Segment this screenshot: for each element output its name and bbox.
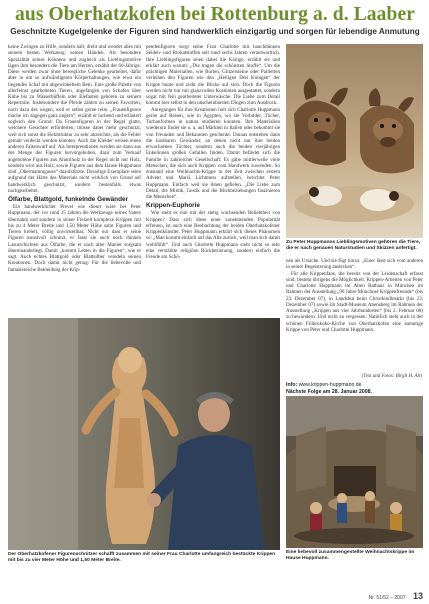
photo-caption: Der Oberhatzkofener Figurenschnitzer schafft zusammen mit seiner Frau Charlotte umfangreich bestückte Krippen mit bis zu vier Meter Höhe und 1,50 Meter Breite. xyxy=(8,552,276,564)
paragraph: nen als Ursache. Und sie fügt hinzu: „Einer lässt sich vom anderen in seiner Begeisterung anstecken“. xyxy=(286,258,423,271)
page-number: 13 xyxy=(412,591,423,601)
paragraph: Für alle Krippenfans, die bereits von der Leidenschaft erfasst sind, besteht übrigens die Möglichkeit, Krippen-Arbeiten von Peter und Charlotte Huppmann im Alten Rathaus in München im Rahmen der Ausstellung „90 Jahre Münchner Krippenfreunde“ (bis 23. Dezember 07), in Landshut beim Christkindlmarkt (bis 23. Dezember 07) sowie im Stadt-Museum Abensberg im Rahmen der Ausstellung „Krippen aus vier Jahrhunderten“ (bis 2. Februar 08) zu bewundern. Und nicht zu vergessen: Natürlich steht auch in der schönen Frührokoko-Kirche von Oberhatzkofen eine anmutige Krippe von Peter und Charlotte Huppmann. xyxy=(286,270,423,333)
animal-figures-photo xyxy=(286,44,423,238)
section-heading: Krippen-Euphorie xyxy=(146,201,200,209)
animal-figures-illustration xyxy=(286,44,423,238)
woodcarver-photo xyxy=(8,318,280,550)
paragraph: pendenfiguren sorgt seine Frau Charlotte mit hauchdünnen Seiden- und Brokatstoffen seit rund sechs Jahren verantwortlich. Ihre Lieblingsfiguren seien dabei die Könige, erzählt sie und erklärt auch warum: „Die tragen die schönsten Stoffe“. Um die prächtigen Materialien, wie Borten, Glitzersteine oder Pailletten verleihen den Figuren wie den „Heiligen Drei Königen“ der Krippe bunte und zieht die Blicke auf sich. Doch die Figuren werden nicht nur mit glanzvollen Kostümen ausgestattet, sondern sogar mit fein gearbeiteter Unterwäsche. Die Liebe zum Detail kommt hier selbst in den unscheinbarsten Dingen zum Ausdruck. xyxy=(146,44,280,107)
info-label: Info: xyxy=(286,382,298,388)
page-footer xyxy=(369,586,423,604)
article-subtitle: Geschnitzte Kugelgelenke der Figuren sind handwerklich einzigartig und sorgen für lebendige Anmutung xyxy=(10,27,420,36)
paragraph: keine Zwingen zu Hilfe, sondern hält, dreht und wendet alles mit seinem besten Werkzeug: seinen Händen. Als besondere Spezialität seines Könnens und zugleich als Lieblingsmotive lägen ihm besonders die Tiere am Herzen, erzählt der 60-Jährige. Diese werden zwar ohne bewegliche Gelenke gearbeitet, dafür aber in um so aufwändigeren Körperhaltungen, wie etwa ein liegendes Schaf mit abgewinkeltem Bein. Eine große Palette von allerfeinst gearbeiteten Tieren, angefangen von Schafen über Kühe bis zu Wasserbüffeln oder Elefanten gehören zu seinem Repertoire. Insbesondere die Pferde zählen zu seinen Favoriten, noch dazu des wegen, weil er selbst gerne reite. „Frauenfiguren mache ich dagegen ganz ungern“, erzählt er lachend und erläutert sogleich den Grund: Da Frauenfiguren in der Regel glatte, weichere Gesichter erforderten, müsse dabei mehr geschnitzt, weil sich sonst die Holzstruktur zu sehr abzeichne, als die Fehler gemalt verdeckt werden könnten. Auch die Kleider weisen einen anderen Faltenwurf auf. Als Interpretationen werden sie dann aus der Menge der Figuren hervorgehoben, dazu zum Verkauf angebotene Figuren aus Ahornholz in der Regel nicht nur Holz, sondern wird aus Holz, sowie Figuren aus dem Hause Huppmann sind „Obermammgause“ dazufstürzte. Derartige Exemplare seien aufgrund der Härte des Materials nicht wirklich von Grund auf handwerklich geschnitzt, sondern bestenfalls etwas nachgearbeitet. xyxy=(8,44,141,194)
nativity-illustration xyxy=(286,396,423,548)
paragraph: Ein handwerklicher Prevel wie dieser wäre bei Peter Huppmann, der vor rund 25 Jahren die Werkzeuge seines Vaters übernahm und sondern in seiner Freizeit komplexe Krippen mit bis zu 4 Meter Breite und 1,50 Meter Höhe samt Figuren und Tieren kreiert, völlig unvorstellbar. Nicht nur dass er seine Figuren kunstvoll schnitzt, er fasst sie auch noch dünnen Lasurschichten aus Ölfarbe, die er nach alter Manier sorgsam übereinanderlegt. Damit „kommt Leben in die Figuren“, wie er sagt. Auch echtes Blattgold oder Blattsilber veredeln seinen Kreationen. Doch damit nicht genug: Für die liebevolle und fantasiereiche Bekleidung der Krip- xyxy=(8,204,141,273)
section-heading: Ölfarbe, Blattgold, funkelnde Gewänder xyxy=(8,195,129,203)
woodcarver-illustration xyxy=(8,318,280,550)
info-box xyxy=(286,382,423,395)
text-column-3 xyxy=(286,258,423,374)
next-episode-note: Nächste Folge am 28. Januar 2008. xyxy=(286,388,372,395)
issue-number: Nr. 51/52 – 2007 xyxy=(368,595,406,601)
photo-caption: Zu Peter Huppmanns Lieblingsmotiven gehören die Tiere, die er nach genauen Naturstudien und Skizzen anfertigt. xyxy=(286,240,421,252)
photo-credit: (Text und Fotos: Birgit H. Alt) xyxy=(361,374,422,379)
paragraph: Anregungen für ihre Kreationen holt sich Charlotte Huppmann gerne auf Reisen, wie in Ägypten, wo sie Vorbilder, Tücher, Turbanformen in natura studieren konnten. Ihre Materialien wiederum findet sie u. a. auf Märkten in Italien oder bekommt sie von Freunden und Bekannten geschenkt. Daraus entstehen dann die kostbaren Gewänder, an denen nicht nur ihre beiden erwachsenen Töchter, sondern auch die beiden vierjährigen Enkelinnen großen Gefallen finden. Damit befindet sich die Familie in zahlreicher Gesellschaft: Es gäbe mittlerweile viele Menschen, die sich auch Krippen vom Handwerk zuwenden. So entstand eine Weihnachts-Krippe in der Zeit zwischen erstem Advent und Mariä Lichtmess aufstellen, berichtet Peter Huppmann. Einfach weil sie ihnen gefielen. „Die Liebe zum Detail, die Mimik, Gestik und die Blickbeziehungen faszinieren die Menschen“. xyxy=(146,106,280,200)
photo-caption: Eine liebevoll zusammengestellte Weihnachtskrippe im Hause Huppmann. xyxy=(286,550,415,562)
nativity-photo xyxy=(286,396,423,548)
website-link[interactable]: www.krippen-huppmann.de xyxy=(298,382,362,388)
article-title: aus Oberhatzkofen bei Rottenburg a. d. Laaber xyxy=(15,4,415,25)
paragraph: Wie steht es nun mit der stetig wachsenden Beliebtheit von Krippen? Dass sich diese einer zunehmenden Popularität erfreuen, ist auch eine Beobachtung der beiden Oberhatzkofener Krippenkünstler. Peter Huppmann erklärt sich dieses Phänomen so: „Man kommt einfach auf das Alte zurück, weil man sich damit wohlfühlt“. Und auch Charlotte Huppmann sieht nicht so sehr eine verstärkte religiöse Rückbesinnung, sondern einfach die Freude am Schö- xyxy=(146,210,280,260)
